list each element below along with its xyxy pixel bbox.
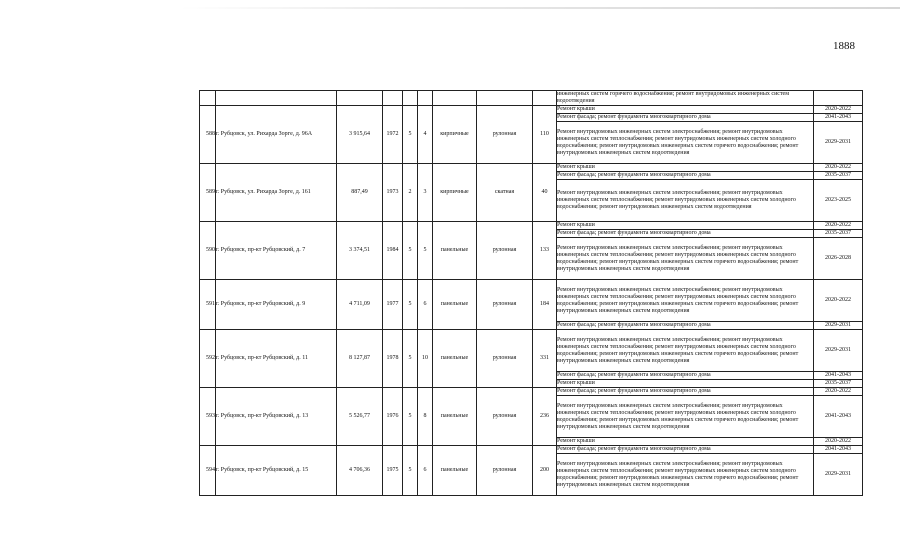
building-row [200, 446, 863, 454]
row-number-cell: 590 [200, 222, 216, 280]
row-number-cell: 591 [200, 280, 216, 330]
work-cell: Ремонт внутридомовых инженерных систем электроснабжения; ремонт внутридомовых инженерных систем теплоснабжения; ремонт внутридомовых инженерных систем холодного водоснабжения; ремонт внутридомовых инженерных систем горячего водоснабжения; ремонт внутридомовых инженерных систем водоотведения [557, 330, 814, 372]
walls-cell [433, 91, 477, 106]
area-cell: 3 374,51 [337, 222, 383, 280]
address-cell: г. Рубцовск, пр-кт Рубцовский, д. 11 [216, 330, 337, 388]
roof-cell: рулонная [477, 106, 533, 164]
capital-repair-table [199, 90, 863, 496]
area-cell [337, 91, 383, 106]
work-cell: Ремонт фасада; ремонт фундамента многоквартирного дома [557, 388, 814, 396]
walls-cell: панельные [433, 222, 477, 280]
roof-cell: рулонная [477, 388, 533, 446]
period-cell: 2041-2043 [814, 396, 863, 438]
period-cell: 2020-2022 [814, 106, 863, 114]
period-cell [814, 91, 863, 106]
area-cell: 5 526,77 [337, 388, 383, 446]
year-cell: 1973 [383, 164, 403, 222]
year-cell: 1975 [383, 446, 403, 496]
period-cell: 2035-2037 [814, 172, 863, 180]
year-cell [383, 91, 403, 106]
work-cell: Ремонт фасада; ремонт фундамента многоквартирного дома [557, 372, 814, 380]
floors-cell: 5 [403, 106, 418, 164]
address-cell: г. Рубцовск, пр-кт Рубцовский, д. 9 [216, 280, 337, 330]
building-row [200, 388, 863, 396]
building-row [200, 164, 863, 172]
floors-cell: 5 [403, 222, 418, 280]
residents-cell: 200 [533, 446, 557, 496]
address-cell: г. Рубцовск, пр-кт Рубцовский, д. 15 [216, 446, 337, 496]
year-cell: 1972 [383, 106, 403, 164]
period-cell: 2020-2022 [814, 164, 863, 172]
entrances-cell: 6 [418, 280, 433, 330]
work-cell: Ремонт внутридомовых инженерных систем электроснабжения; ремонт внутридомовых инженерных систем теплоснабжения; ремонт внутридомовых инженерных систем холодного водоснабжения; ремонт внутридомовых инженерных систем горячего водоснабжения; ремонт внутридомовых инженерных систем водоотведения [557, 454, 814, 496]
work-cell: Ремонт крыши [557, 438, 814, 446]
row-number-cell: 594 [200, 446, 216, 496]
address-cell: г. Рубцовск, пр-кт Рубцовский, д. 7 [216, 222, 337, 280]
floors-cell: 2 [403, 164, 418, 222]
floors-cell: 5 [403, 446, 418, 496]
period-cell: 2029-2031 [814, 322, 863, 330]
period-cell: 2020-2022 [814, 438, 863, 446]
num-cell [200, 91, 216, 106]
work-cell: Ремонт фасада; ремонт фундамента многоквартирного дома [557, 114, 814, 122]
roof-cell: скатная [477, 164, 533, 222]
year-cell: 1977 [383, 280, 403, 330]
area-cell: 887,49 [337, 164, 383, 222]
entrances-cell: 4 [418, 106, 433, 164]
residents-cell: 110 [533, 106, 557, 164]
work-cell: Ремонт фасада; ремонт фундамента многоквартирного дома [557, 322, 814, 330]
work-cell: Ремонт фасада; ремонт фундамента многоквартирного дома [557, 172, 814, 180]
roof-cell: рулонная [477, 330, 533, 388]
floors-cell [403, 91, 418, 106]
period-cell: 2035-2037 [814, 230, 863, 238]
building-row [200, 330, 863, 372]
work-cell: Ремонт внутридомовых инженерных систем электроснабжения; ремонт внутридомовых инженерных систем теплоснабжения; ремонт внутридомовых инженерных систем холодного водоснабжения; ремонт внутридомовых инженерных систем горячего водоснабжения; ремонт внутридомовых инженерных систем водоотведения [557, 122, 814, 164]
work-cell: Ремонт крыши [557, 222, 814, 230]
residents-cell: 133 [533, 222, 557, 280]
entrances-cell: 6 [418, 446, 433, 496]
entrances-cell: 3 [418, 164, 433, 222]
work-cell: Ремонт фасада; ремонт фундамента многоквартирного дома [557, 230, 814, 238]
period-cell: 2020-2022 [814, 222, 863, 230]
building-row [200, 106, 863, 114]
residents-cell: 40 [533, 164, 557, 222]
period-cell: 2041-2043 [814, 446, 863, 454]
period-cell: 2029-2031 [814, 330, 863, 372]
walls-cell: кирпичные [433, 164, 477, 222]
address-cell [216, 91, 337, 106]
row-number-cell: 593 [200, 388, 216, 446]
building-row [200, 280, 863, 322]
area-cell: 4 706,36 [337, 446, 383, 496]
walls-cell: кирпичные [433, 106, 477, 164]
walls-cell: панельные [433, 388, 477, 446]
work-cell: инженерных систем горячего водоснабжения; ремонт внутридомовых инженерных систем водоотведения [557, 91, 814, 106]
floors-cell: 5 [403, 280, 418, 330]
floors-cell: 5 [403, 330, 418, 388]
period-cell: 2020-2022 [814, 388, 863, 396]
row-number-cell: 592 [200, 330, 216, 388]
floors-cell: 5 [403, 388, 418, 446]
work-cell: Ремонт крыши [557, 164, 814, 172]
building-row [200, 222, 863, 230]
entrances-cell: 5 [418, 222, 433, 280]
row-number-cell: 589 [200, 164, 216, 222]
address-cell: г. Рубцовск, пр-кт Рубцовский, д. 13 [216, 388, 337, 446]
period-cell: 2026-2028 [814, 238, 863, 280]
period-cell: 2029-2031 [814, 122, 863, 164]
area-cell: 3 915,64 [337, 106, 383, 164]
address-cell: г. Рубцовск, ул. Рихарда Зорге, д. 161 [216, 164, 337, 222]
walls-cell: панельные [433, 446, 477, 496]
work-cell: Ремонт внутридомовых инженерных систем электроснабжения; ремонт внутридомовых инженерных систем теплоснабжения; ремонт внутридомовых инженерных систем холодного водоснабжения; ремонт внутридомовых инженерных систем водоотведения [557, 180, 814, 222]
roof-cell: рулонная [477, 222, 533, 280]
walls-cell: панельные [433, 280, 477, 330]
work-cell: Ремонт крыши [557, 380, 814, 388]
area-cell: 4 711,09 [337, 280, 383, 330]
year-cell: 1978 [383, 330, 403, 388]
period-cell: 2029-2031 [814, 454, 863, 496]
continuation-row [200, 91, 863, 106]
year-cell: 1976 [383, 388, 403, 446]
period-cell: 2020-2022 [814, 280, 863, 322]
address-cell: г. Рубцовск, ул. Рихарда Зорге, д. 96А [216, 106, 337, 164]
page-number: 1888 [833, 40, 855, 52]
work-cell: Ремонт фасада; ремонт фундамента многоквартирного дома [557, 446, 814, 454]
entrances-cell: 10 [418, 330, 433, 388]
roof-cell: рулонная [477, 446, 533, 496]
period-cell: 2041-2043 [814, 114, 863, 122]
period-cell: 2041-2043 [814, 372, 863, 380]
residents-cell [533, 91, 557, 106]
area-cell: 8 127,87 [337, 330, 383, 388]
year-cell: 1984 [383, 222, 403, 280]
residents-cell: 236 [533, 388, 557, 446]
entrances-cell: 8 [418, 388, 433, 446]
row-number-cell: 588 [200, 106, 216, 164]
residents-cell: 331 [533, 330, 557, 388]
walls-cell: панельные [433, 330, 477, 388]
work-cell: Ремонт внутридомовых инженерных систем электроснабжения; ремонт внутридомовых инженерных систем теплоснабжения; ремонт внутридомовых инженерных систем холодного водоснабжения; ремонт внутридомовых инженерных систем горячего водоснабжения; ремонт внутридомовых инженерных систем водоотведения [557, 280, 814, 322]
scan-edge-artifact [180, 7, 900, 9]
entrances-cell [418, 91, 433, 106]
work-cell: Ремонт внутридомовых инженерных систем электроснабжения; ремонт внутридомовых инженерных систем теплоснабжения; ремонт внутридомовых инженерных систем холодного водоснабжения; ремонт внутридомовых инженерных систем горячего водоснабжения; ремонт внутридомовых инженерных систем водоотведения [557, 396, 814, 438]
work-cell: Ремонт внутридомовых инженерных систем электроснабжения; ремонт внутридомовых инженерных систем теплоснабжения; ремонт внутридомовых инженерных систем холодного водоснабжения; ремонт внутридомовых инженерных систем горячего водоснабжения; ремонт внутридомовых инженерных систем водоотведения [557, 238, 814, 280]
period-cell: 2023-2025 [814, 180, 863, 222]
residents-cell: 184 [533, 280, 557, 330]
work-cell: Ремонт крыши [557, 106, 814, 114]
roof-cell [477, 91, 533, 106]
roof-cell: рулонная [477, 280, 533, 330]
period-cell: 2035-2037 [814, 380, 863, 388]
